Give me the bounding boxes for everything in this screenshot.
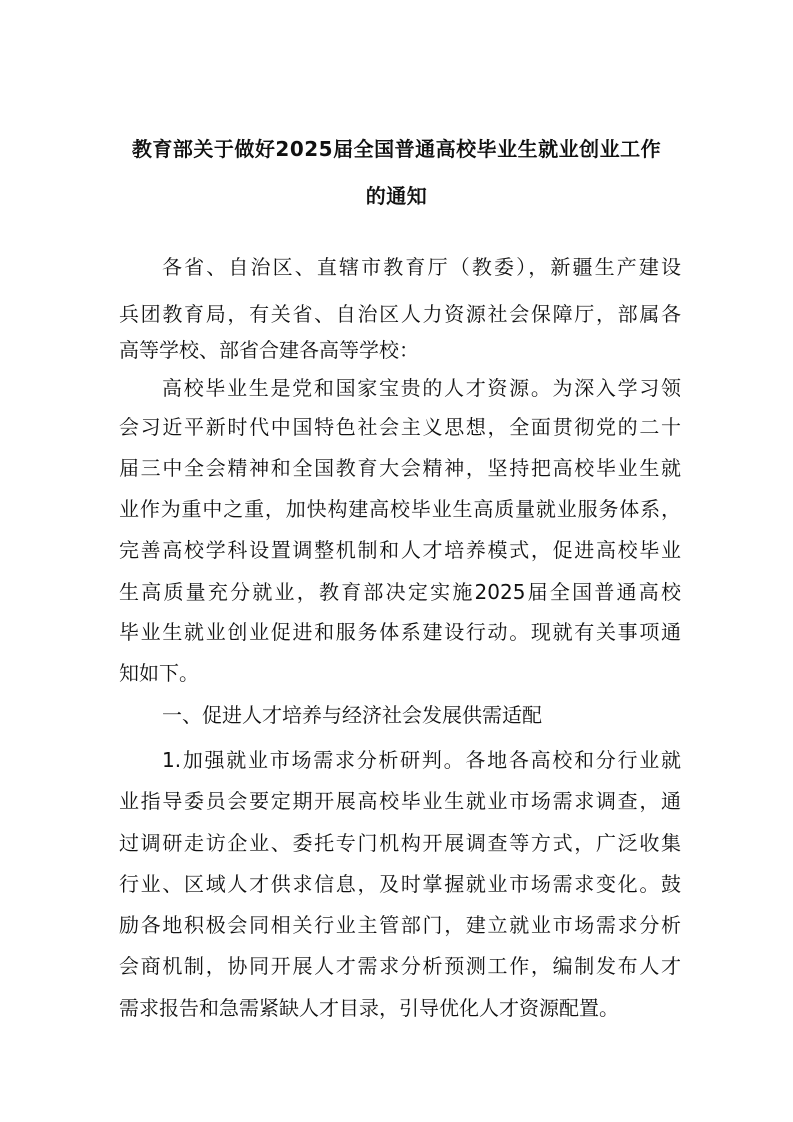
item-paragraph-line: 会商机制，协同开展人才需求分析预测工作，编制发布人才 xyxy=(119,954,681,978)
document-title-line-1: 教育部关于做好2025届全国普通高校毕业生就业创业工作 xyxy=(131,137,662,161)
intro-paragraph-line: 高校毕业生是党和国家宝贵的人才资源。为深入学习领 xyxy=(162,376,681,400)
intro-paragraph-line: 会习近平新时代中国特色社会主义思想，全面贯彻党的二十 xyxy=(119,415,681,439)
salutation-line: 高等学校、部省合建各高等学校： xyxy=(119,338,419,362)
salutation-line: 兵团教育局，有关省、自治区人力资源社会保障厅，部属各 xyxy=(119,302,681,326)
item-paragraph-line: 过调研走访企业、委托专门机构开展调查等方式，广泛收集 xyxy=(119,831,681,855)
intro-paragraph-line: 完善高校学科设置调整机制和人才培养模式，促进高校毕业 xyxy=(119,538,681,562)
intro-paragraph-line: 知如下。 xyxy=(119,661,199,685)
item-paragraph-line: 励各地积极会同相关行业主管部门，建立就业市场需求分析 xyxy=(119,913,681,937)
item-paragraph-line: 需求报告和急需紧缺人才目录，引导优化人才资源配置。 xyxy=(119,996,619,1020)
document-title-line-2: 的通知 xyxy=(365,184,428,208)
intro-paragraph-line: 届三中全会精神和全国教育大会精神，坚持把高校毕业生就 xyxy=(119,456,681,480)
intro-paragraph-line: 业作为重中之重，加快构建高校毕业生高质量就业服务体系， xyxy=(119,497,681,521)
section-heading: 一、促进人才培养与经济社会发展供需适配 xyxy=(162,703,542,727)
item-paragraph-line: 业指导委员会要定期开展高校毕业生就业市场需求调查，通 xyxy=(119,789,681,813)
intro-paragraph-line: 毕业生就业创业促进和服务体系建设行动。现就有关事项通 xyxy=(119,620,681,644)
salutation-line: 各省、自治区、直辖市教育厅（教委），新疆生产建设 xyxy=(162,255,681,279)
item-paragraph-line: 行业、区域人才供求信息，及时掌握就业市场需求变化。鼓 xyxy=(119,872,681,896)
intro-paragraph-line: 生高质量充分就业，教育部决定实施2025届全国普通高校 xyxy=(119,580,681,604)
item-paragraph-line: 1.加强就业市场需求分析研判。各地各高校和分行业就 xyxy=(162,748,681,772)
